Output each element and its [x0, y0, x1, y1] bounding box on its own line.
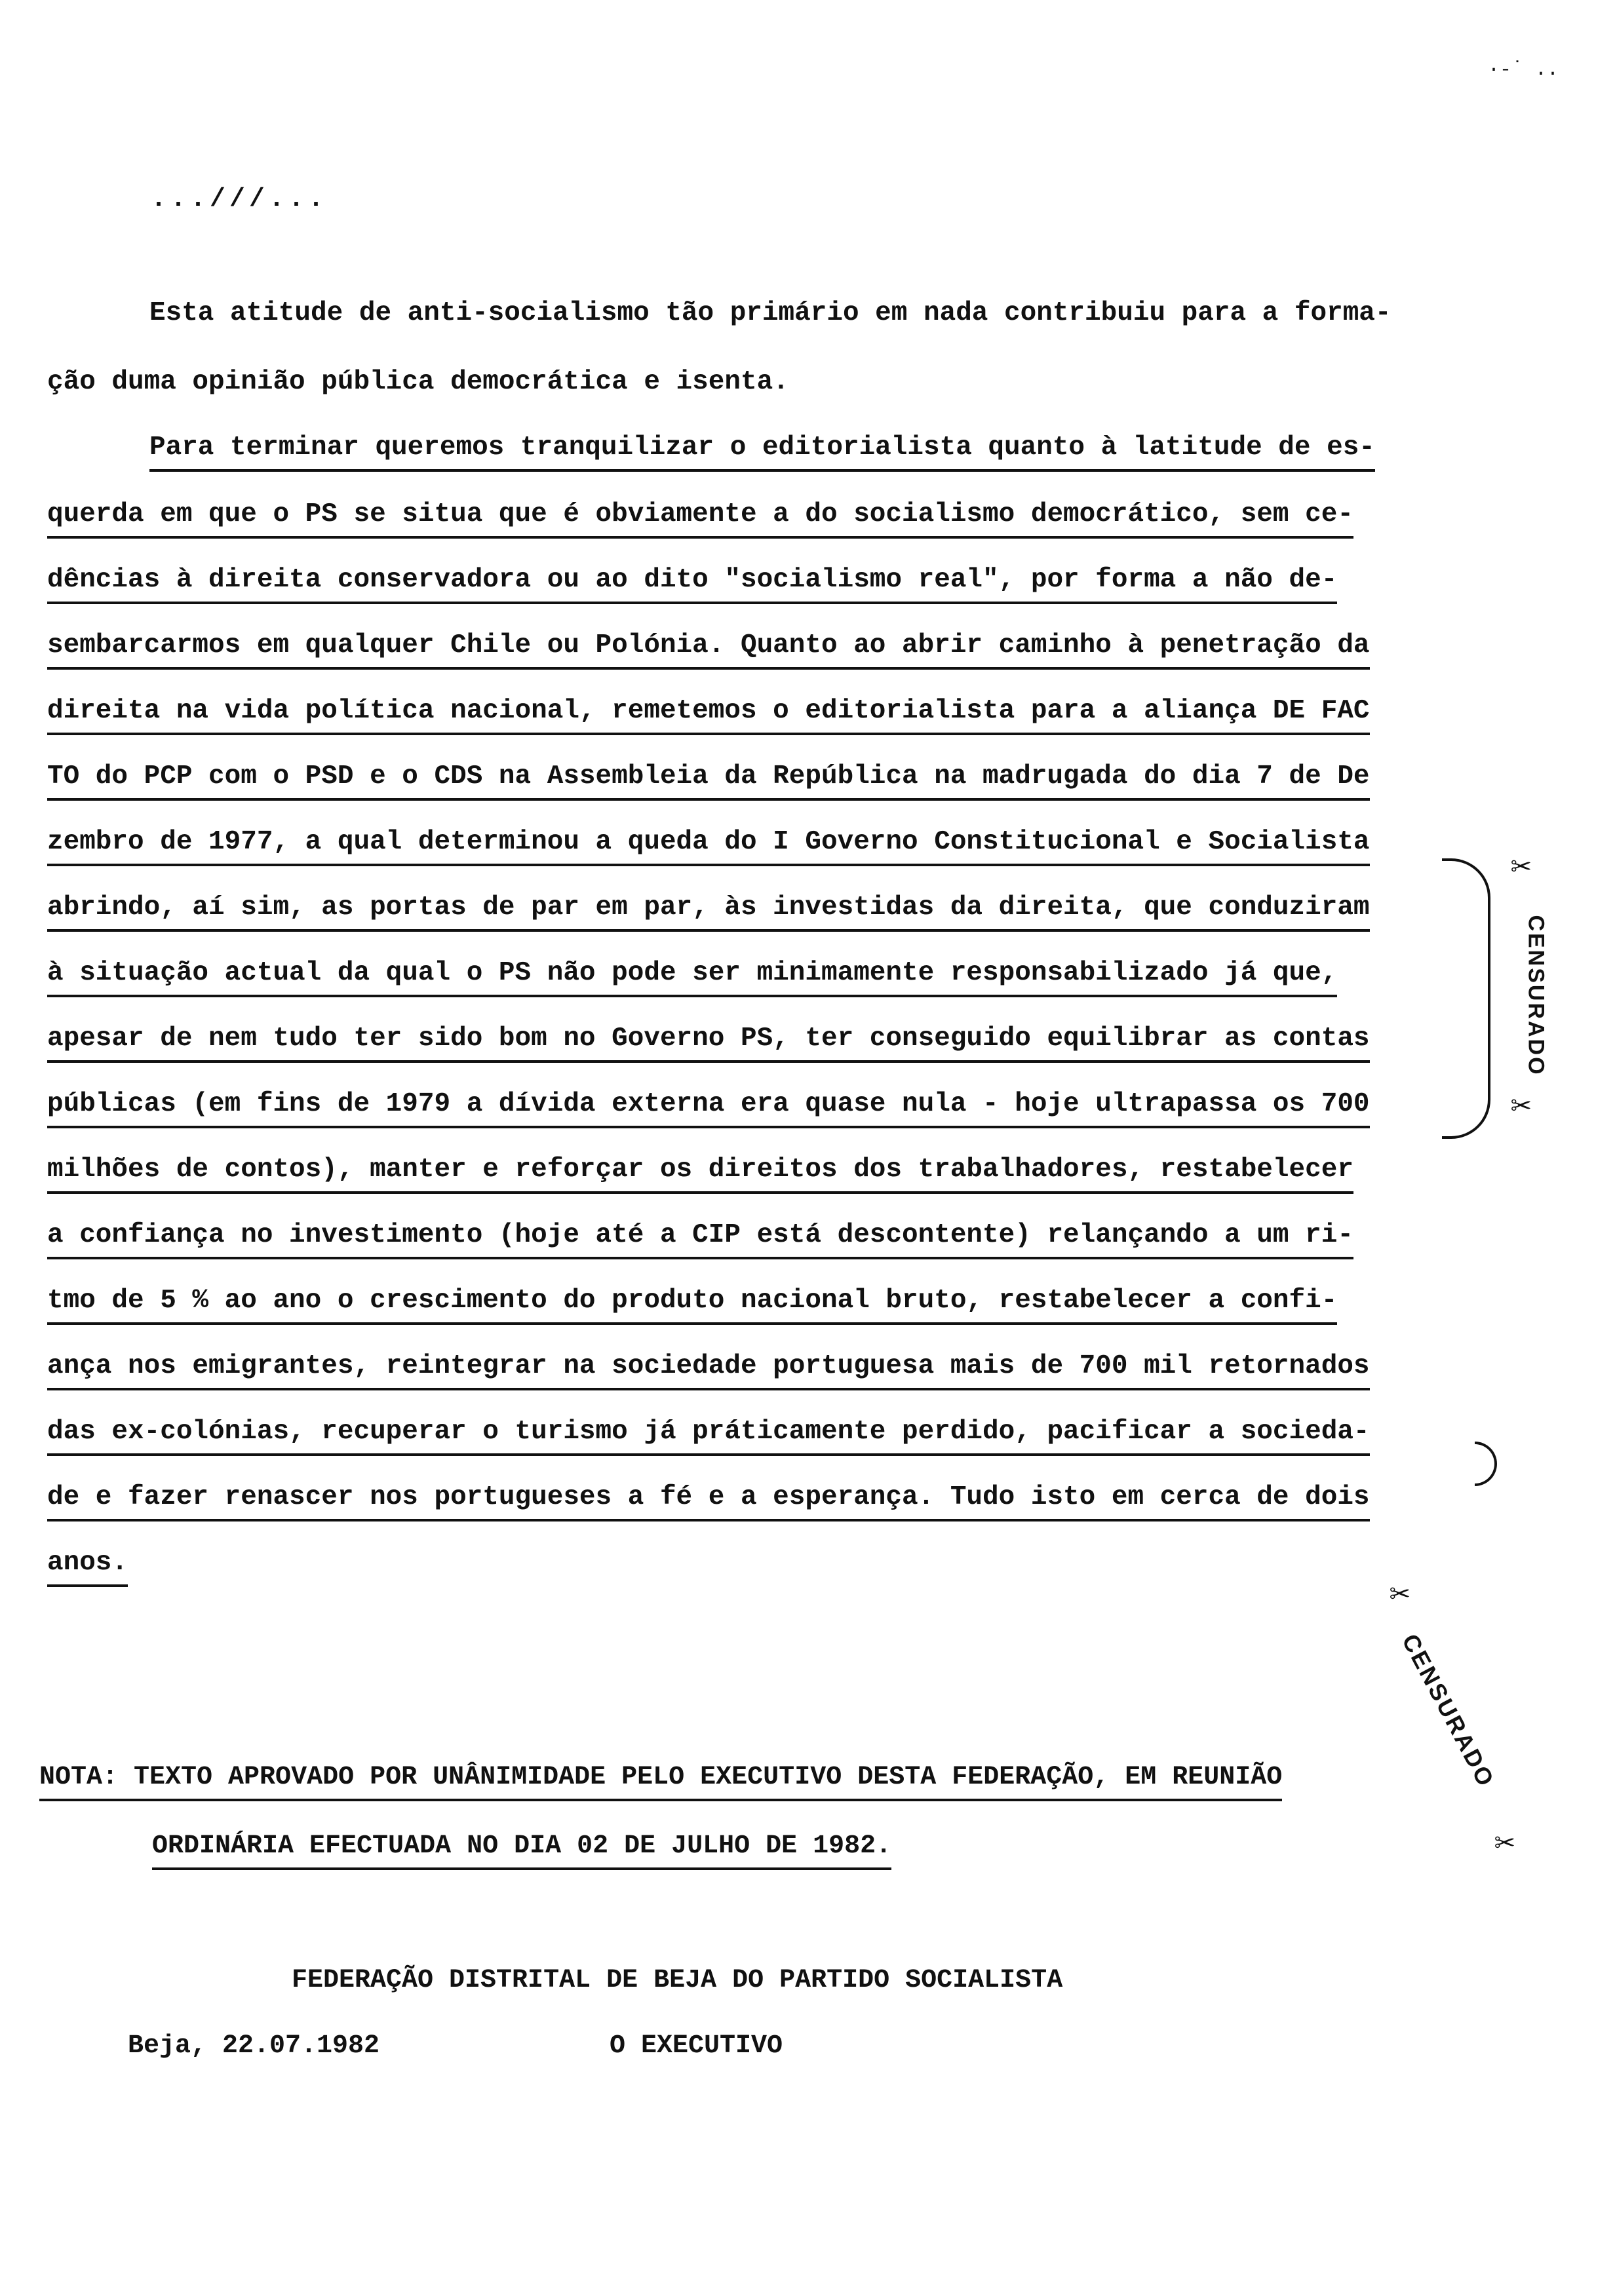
paragraph2-line: abrindo, aí sim, as portas de par em par, às investidas da direita, que conduziram: [47, 892, 1370, 932]
paragraph1-line: ção duma opinião pública democrática e isenta.: [47, 367, 789, 397]
paragraph2-line: tmo de 5 % ao ano o crescimento do produto nacional bruto, restabelecer a confi-: [47, 1286, 1337, 1325]
paragraph2-line: milhões de contos), manter e reforçar os direitos dos trabalhadores, restabelecer: [47, 1155, 1353, 1194]
note-line: ORDINÁRIA EFECTUADA NO DIA 02 DE JULHO DE 1982.: [152, 1831, 891, 1870]
paragraph2-line: apesar de nem tudo ter sido bom no Governo PS, ter conseguido equilibrar as contas: [47, 1024, 1370, 1063]
place-date: Beja, 22.07.1982: [128, 2031, 380, 2061]
paragraph2-line: a confiança no investimento (hoje até a CIP está descontente) relançando a um ri-: [47, 1220, 1353, 1259]
scissors-icon: ✂: [1511, 1088, 1532, 1127]
paragraph2-line: sembarcarmos em qualquer Chile ou Polónia. Quanto ao abrir caminho à penetração da: [47, 630, 1370, 670]
censor-bracket: [1475, 1442, 1497, 1486]
censor-stamp: CENSURADO: [1523, 915, 1549, 1077]
scissors-icon: ✂: [1494, 1826, 1515, 1864]
paragraph2-line: de e fazer renascer nos portugueses a fé e a esperança. Tudo isto em cerca de dois: [47, 1482, 1370, 1521]
paragraph2-line: zembro de 1977, a qual determinou a queda do I Governo Constitucional e Socialista: [47, 827, 1370, 866]
paragraph2-line: públicas (em fins de 1979 a dívida externa era quase nula - hoje ultrapassa os 700: [47, 1089, 1370, 1128]
signatory: O EXECUTIVO: [610, 2031, 783, 2061]
paragraph2-line: querda em que o PS se situa que é obviamente a do socialismo democrático, sem ce-: [47, 499, 1353, 539]
paragraph2-line: anos.: [47, 1548, 128, 1587]
scissors-icon: ✂: [1390, 1577, 1411, 1615]
paragraph2-line: das ex-colónias, recuperar o turismo já práticamente perdido, pacificar a socieda-: [47, 1417, 1370, 1456]
continuation-marker: ...///...: [151, 185, 328, 214]
paragraph2-line: Para terminar queremos tranquilizar o editorialista quanto à latitude de es-: [149, 432, 1375, 472]
paragraph1-line: Esta atitude de anti-socialismo tão primário em nada contribuiu para a forma-: [149, 298, 1391, 328]
paragraph2-line: direita na vida política nacional, remetemos o editorialista para a aliança DE FAC: [47, 696, 1370, 735]
censor-stamp: CENSURADO: [1397, 1629, 1500, 1792]
scissors-icon: ✂: [1511, 849, 1532, 888]
paragraph2-line: à situação actual da qual o PS não pode ser minimamente responsabilizado já que,: [47, 958, 1337, 997]
organization-name: FEDERAÇÃO DISTRITAL DE BEJA DO PARTIDO SOCIALISTA: [292, 1966, 1063, 1995]
paragraph2-line: dências à direita conservadora ou ao dito "socialismo real", por forma a não de-: [47, 565, 1337, 604]
paragraph2-line: ança nos emigrantes, reintegrar na sociedade portuguesa mais de 700 mil retornados: [47, 1351, 1370, 1390]
page-specks: ·-˙ ..: [1488, 59, 1559, 81]
paragraph2-line: TO do PCP com o PSD e o CDS na Assembleia da República na madrugada do dia 7 de De: [47, 761, 1370, 801]
censor-bracket: [1442, 858, 1490, 1139]
note-line: NOTA: TEXTO APROVADO POR UNÂNIMIDADE PELO EXECUTIVO DESTA FEDERAÇÃO, EM REUNIÃO: [39, 1763, 1282, 1801]
